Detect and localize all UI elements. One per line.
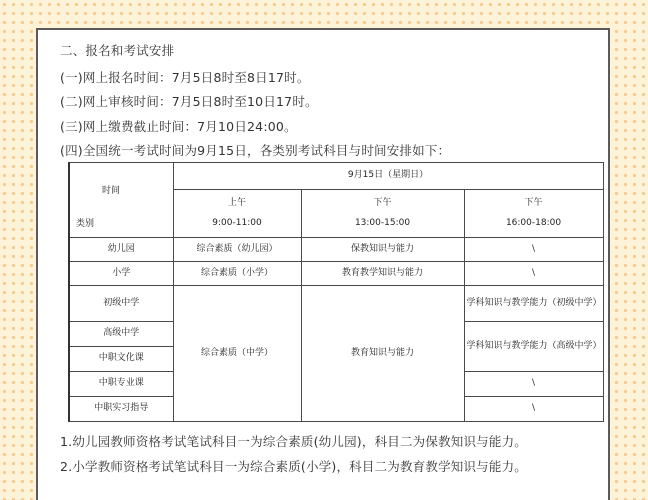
table-row [69, 286, 603, 322]
category-senior-high: 高级中学 [69, 322, 173, 347]
subject-3-vocational-practice: \ [464, 397, 603, 422]
header-date: 9月15日（星期日） [173, 163, 603, 190]
subject-3-senior-high: 学科知识与教学能力（高级中学） [464, 322, 603, 372]
category-vocational-major: 中职专业课 [69, 372, 173, 397]
session-period: 下午 [373, 198, 392, 208]
session-time: 9:00-11:00 [212, 217, 262, 228]
subject-3: \ [464, 238, 603, 262]
subject-1: 综合素质（幼儿园） [173, 238, 301, 262]
session-period: 上午 [227, 198, 246, 208]
session-time: 13:00-15:00 [354, 217, 411, 228]
subject-2-secondary: 教育知识与能力 [301, 286, 464, 422]
subject-1-secondary: 综合素质（中学） [173, 286, 301, 422]
category-primary: 小学 [69, 262, 173, 286]
session-period: 下午 [524, 198, 543, 208]
subject-3-junior-high: 学科知识与教学能力（初级中学） [464, 286, 603, 322]
item-review-time: (二)网上审核时间：7月5日8时至10日17时。 [60, 94, 318, 109]
exam-schedule-table [68, 162, 604, 422]
note-kindergarten: 1.幼儿园教师资格考试笔试科目一为综合素质(幼儿园)，科目二为保教知识与能力。 [60, 434, 527, 449]
category-kindergarten: 幼儿园 [69, 238, 173, 262]
header-session-afternoon-2 [464, 190, 603, 238]
table-row [69, 238, 603, 262]
item-exam-date: (四)全国统一考试时间为9月15日，各类别考试科目与时间安排如下： [60, 143, 451, 158]
header-session-afternoon-1 [301, 190, 464, 238]
note-primary: 2.小学教师资格考试笔试科目一为综合素质(小学)，科目二为教育教学知识与能力。 [60, 459, 527, 474]
session-time: 16:00-18:00 [505, 217, 562, 228]
section-title: 二、报名和考试安排 [60, 43, 175, 58]
table-row [69, 262, 603, 286]
subject-2: 保教知识与能力 [301, 238, 464, 262]
subject-3: \ [464, 262, 603, 286]
subject-3-vocational-major: \ [464, 372, 603, 397]
category-vocational-practice: 中职实习指导 [69, 397, 173, 422]
category-vocational-culture: 中职文化课 [69, 347, 173, 372]
subject-2: 教育教学知识与能力 [301, 262, 464, 286]
header-time-label: 时间 [102, 186, 121, 196]
category-junior-high: 初级中学 [69, 286, 173, 322]
header-category-label: 类别 [76, 218, 95, 229]
item-registration-time: (一)网上报名时间：7月5日8时至8日17时。 [60, 70, 310, 85]
subject-1: 综合素质（小学） [173, 262, 301, 286]
item-payment-deadline: (三)网上缴费截止时间：7月10日24:00。 [60, 119, 297, 134]
header-diagonal-cell [69, 163, 173, 238]
document-frame [36, 28, 610, 500]
header-session-morning [173, 190, 301, 238]
